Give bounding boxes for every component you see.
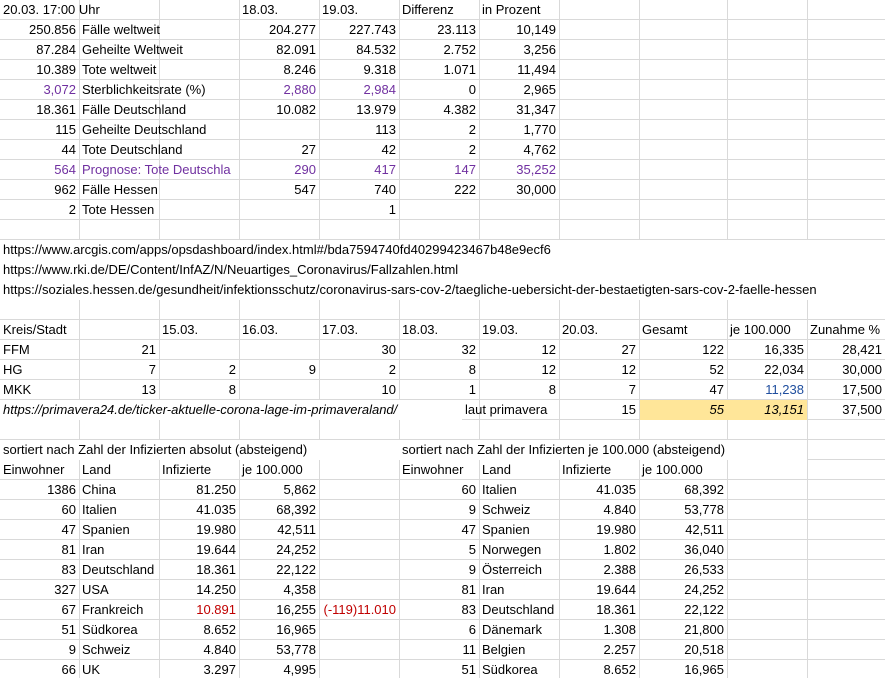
cell-right-einwohner[interactable]: 60 <box>461 482 476 497</box>
cell-stat-label[interactable]: Tote Deutschland <box>82 142 183 157</box>
cell-stat-label[interactable]: Tote weltweit <box>82 62 157 77</box>
cell-right-einwohner[interactable]: 47 <box>461 522 476 537</box>
cell-right-infizierte[interactable]: 2.257 <box>603 642 636 657</box>
cell-stat-diff[interactable]: 147 <box>454 162 476 177</box>
cell-stat-pct[interactable]: 1,770 <box>523 122 556 137</box>
cell-stat-18[interactable]: 204.277 <box>269 22 316 37</box>
cell-right-land[interactable]: Belgien <box>482 642 526 657</box>
cell-stat-18[interactable]: 10.082 <box>276 102 316 117</box>
cell-kreis-20[interactable]: 12 <box>621 362 636 377</box>
cell-primavera-gesamt[interactable]: 55 <box>640 400 727 420</box>
cell-stat-18[interactable]: 27 <box>301 142 316 157</box>
cell-left-je[interactable]: 16,255 <box>276 602 316 617</box>
cell-primavera-20[interactable]: 15 <box>621 402 636 417</box>
cell-right-header[interactable]: je 100.000 <box>642 462 703 477</box>
cell-kreis-16[interactable]: 2 <box>228 362 236 377</box>
cell-left-land[interactable]: Spanien <box>82 522 130 537</box>
cell-stat-19[interactable]: 417 <box>374 162 396 177</box>
cell-stat-19[interactable]: 2,984 <box>363 82 396 97</box>
cell-left-einwohner[interactable]: 67 <box>61 602 76 617</box>
cell-kreis-je[interactable]: 22,034 <box>764 362 804 377</box>
cell-left-je[interactable]: 42,511 <box>277 522 316 537</box>
cell-left-land[interactable]: Schweiz <box>82 642 131 657</box>
link-rki[interactable]: https://www.rki.de/DE/Content/InfAZ/N/Neuartiges_Coronavirus/Fallzahlen.html <box>0 260 885 280</box>
cell-kreis-19[interactable]: 8 <box>548 382 556 397</box>
cell-right-infizierte[interactable]: 4.840 <box>603 502 636 517</box>
cell-stat-pct[interactable]: 10,149 <box>516 22 556 37</box>
cell-stat-value[interactable]: 44 <box>61 142 76 157</box>
cell-kreis-19[interactable]: 12 <box>541 342 556 357</box>
cell-right-je[interactable]: 16,965 <box>684 662 724 677</box>
cell-left-header[interactable]: je 100.000 <box>242 462 303 477</box>
cell-right-header[interactable]: Infizierte <box>562 462 612 477</box>
cell-kreis-17[interactable]: 10 <box>381 382 396 397</box>
cell-stat-value[interactable]: 962 <box>54 182 76 197</box>
cell-kreis-header[interactable]: je 100.000 <box>730 322 791 337</box>
cell-left-infizierte[interactable]: 41.035 <box>196 502 236 517</box>
cell-stat-label[interactable]: Fälle Hessen <box>82 182 158 197</box>
cell-stat-value[interactable]: 2 <box>68 202 76 217</box>
cell-right-infizierte[interactable]: 2.388 <box>603 562 636 577</box>
cell-left-infizierte[interactable]: 8.652 <box>203 622 236 637</box>
cell-right-infizierte[interactable]: 19.644 <box>596 582 636 597</box>
cell-kreis-18[interactable]: 32 <box>461 342 476 357</box>
cell-kreis-header[interactable]: 17.03. <box>322 322 359 337</box>
cell-right-einwohner[interactable]: 11 <box>462 642 476 657</box>
cell-left-je[interactable]: 24,252 <box>276 542 316 557</box>
cell-stat-label[interactable]: Fälle Deutschland <box>82 102 187 117</box>
cell-kreis-zunahme[interactable]: 28,421 <box>842 342 882 357</box>
cell-left-je[interactable]: 4,358 <box>283 582 316 597</box>
cell-left-je[interactable]: 4,995 <box>283 662 316 677</box>
cell-stat-value[interactable]: 18.361 <box>36 102 76 117</box>
cell-stat-label[interactable]: Fälle weltweit <box>82 22 161 37</box>
cell-left-infizierte[interactable]: 19.980 <box>196 522 236 537</box>
cell-left-land[interactable]: Deutschland <box>82 562 155 577</box>
cell-right-land[interactable]: Südkorea <box>482 662 538 677</box>
cell-kreis-17[interactable]: 2 <box>388 362 396 377</box>
cell-right-je[interactable]: 24,252 <box>684 582 724 597</box>
cell-right-land[interactable]: Iran <box>482 582 505 597</box>
cell-stat-diff[interactable]: 2.752 <box>443 42 476 57</box>
cell-right-je[interactable]: 68,392 <box>684 482 724 497</box>
cell-kreis-je[interactable]: 11,238 <box>765 382 804 397</box>
cell-kreis-gesamt[interactable]: 52 <box>709 362 724 377</box>
cell-kreis-name[interactable]: HG <box>3 362 23 377</box>
cell-stat-19[interactable]: 227.743 <box>349 22 396 37</box>
cell-right-land[interactable]: Schweiz <box>482 502 531 517</box>
cell-left-einwohner[interactable]: 47 <box>61 522 76 537</box>
cell-kreis-header[interactable]: 19.03. <box>482 322 519 337</box>
cell-right-je[interactable]: 21,800 <box>684 622 724 637</box>
cell-stat-diff[interactable]: 23.113 <box>437 22 476 37</box>
cell-stat-19[interactable]: 740 <box>374 182 396 197</box>
cell-left-land[interactable]: Italien <box>82 502 117 517</box>
cell-left-land[interactable]: Iran <box>82 542 105 557</box>
cell-kreis-name[interactable]: FFM <box>3 342 30 357</box>
right-table-title[interactable]: sortiert nach Zahl der Infizierten je 100.000 (absteigend) <box>399 440 807 460</box>
cell-left-note[interactable]: (-119)11.010 <box>323 602 396 617</box>
cell-right-infizierte[interactable]: 18.361 <box>596 602 636 617</box>
cell-stat-label[interactable]: Geheilte Deutschland <box>82 122 207 137</box>
cell-kreis-20[interactable]: 7 <box>628 382 636 397</box>
cell-stat-18[interactable]: 547 <box>294 182 316 197</box>
cell-right-header[interactable]: Einwohner <box>402 462 464 477</box>
cell-kreis-header[interactable]: Kreis/Stadt <box>3 322 67 337</box>
cell-kreis-16b[interactable]: 9 <box>308 362 316 377</box>
cell-stat-19[interactable]: 113 <box>375 122 396 137</box>
cell-header-18[interactable]: 18.03. <box>242 2 279 17</box>
cell-right-einwohner[interactable]: 6 <box>468 622 476 637</box>
cell-kreis-19[interactable]: 12 <box>541 362 556 377</box>
cell-left-header[interactable]: Land <box>82 462 111 477</box>
cell-stat-diff[interactable]: 2 <box>468 142 476 157</box>
cell-right-einwohner[interactable]: 83 <box>461 602 476 617</box>
cell-left-header[interactable]: Einwohner <box>3 462 65 477</box>
cell-date-time[interactable]: 20.03. 17:00 Uhr <box>3 2 100 17</box>
cell-stat-label[interactable]: Geheilte Weltweit <box>82 42 183 57</box>
cell-stat-diff[interactable]: 222 <box>454 182 476 197</box>
cell-primavera-zunahme[interactable]: 37,500 <box>842 402 882 417</box>
cell-stat-pct[interactable]: 3,256 <box>523 42 556 57</box>
link-primavera[interactable]: https://primavera24.de/ticker-aktuelle-corona-lage-im-primaveraland/ <box>0 400 462 420</box>
cell-stat-diff[interactable]: 0 <box>468 82 476 97</box>
cell-stat-19[interactable]: 13.979 <box>356 102 396 117</box>
cell-left-einwohner[interactable]: 66 <box>61 662 76 677</box>
cell-right-je[interactable]: 53,778 <box>684 502 724 517</box>
cell-left-land[interactable]: Frankreich <box>82 602 144 617</box>
cell-header-19[interactable]: 19.03. <box>322 2 359 17</box>
cell-left-je[interactable]: 16,965 <box>276 622 316 637</box>
cell-right-infizierte[interactable]: 19.980 <box>596 522 636 537</box>
cell-header-prozent[interactable]: in Prozent <box>482 2 541 17</box>
cell-stat-value[interactable]: 115 <box>55 122 76 137</box>
cell-kreis-18[interactable]: 8 <box>468 362 476 377</box>
cell-left-einwohner[interactable]: 81 <box>61 542 76 557</box>
cell-kreis-zunahme[interactable]: 30,000 <box>842 362 882 377</box>
cell-stat-pct[interactable]: 4,762 <box>523 142 556 157</box>
cell-kreis-16[interactable]: 8 <box>228 382 236 397</box>
cell-right-einwohner[interactable]: 51 <box>461 662 476 677</box>
cell-kreis-header[interactable]: 16.03. <box>242 322 279 337</box>
cell-stat-19[interactable]: 9.318 <box>363 62 396 77</box>
cell-left-einwohner[interactable]: 51 <box>61 622 76 637</box>
cell-right-einwohner[interactable]: 81 <box>461 582 476 597</box>
cell-kreis-header[interactable]: 20.03. <box>562 322 599 337</box>
cell-left-infizierte[interactable]: 3.297 <box>203 662 236 677</box>
cell-stat-pct[interactable]: 2,965 <box>523 82 556 97</box>
cell-left-land[interactable]: USA <box>82 582 109 597</box>
cell-right-je[interactable]: 26,533 <box>684 562 724 577</box>
cell-stat-diff[interactable]: 4.382 <box>443 102 476 117</box>
cell-left-je[interactable]: 5,862 <box>283 482 316 497</box>
cell-stat-label[interactable]: Sterblichkeitsrate (%) <box>82 82 206 97</box>
cell-header-differenz[interactable]: Differenz <box>402 2 454 17</box>
cell-stat-18[interactable]: 8.246 <box>283 62 316 77</box>
cell-left-einwohner[interactable]: 327 <box>54 582 76 597</box>
cell-right-land[interactable]: Österreich <box>482 562 542 577</box>
link-arcgis[interactable]: https://www.arcgis.com/apps/opsdashboard/index.html#/bda7594740fd40299423467b48e9ecf6 <box>0 240 885 260</box>
cell-left-je[interactable]: 22,122 <box>276 562 316 577</box>
cell-right-infizierte[interactable]: 1.802 <box>603 542 636 557</box>
cell-kreis-header[interactable]: 18.03. <box>402 322 439 337</box>
cell-left-einwohner[interactable]: 60 <box>61 502 76 517</box>
cell-left-je[interactable]: 68,392 <box>276 502 316 517</box>
cell-right-einwohner[interactable]: 9 <box>468 502 476 517</box>
cell-right-je[interactable]: 22,122 <box>684 602 724 617</box>
cell-right-je[interactable]: 20,518 <box>684 642 724 657</box>
cell-kreis-header[interactable]: 15.03. <box>162 322 199 337</box>
left-table-title[interactable]: sortiert nach Zahl der Infizierten absolut (absteigend) <box>0 440 399 460</box>
cell-stat-label[interactable]: Tote Hessen <box>82 202 155 217</box>
cell-left-einwohner[interactable]: 83 <box>61 562 76 577</box>
cell-stat-value[interactable]: 564 <box>54 162 76 177</box>
cell-right-infizierte[interactable]: 1.308 <box>603 622 636 637</box>
cell-right-header[interactable]: Land <box>482 462 511 477</box>
cell-left-infizierte[interactable]: 10.891 <box>196 602 236 617</box>
cell-kreis-15[interactable]: 13 <box>141 382 156 397</box>
cell-right-land[interactable]: Dänemark <box>482 622 542 637</box>
cell-kreis-zunahme[interactable]: 17,500 <box>842 382 882 397</box>
cell-right-je[interactable]: 36,040 <box>684 542 724 557</box>
cell-stat-pct[interactable]: 30,000 <box>516 182 556 197</box>
cell-stat-diff[interactable]: 2 <box>468 122 476 137</box>
cell-right-einwohner[interactable]: 9 <box>468 562 476 577</box>
cell-left-einwohner[interactable]: 1386 <box>47 482 76 497</box>
cell-left-infizierte[interactable]: 14.250 <box>196 582 236 597</box>
cell-right-infizierte[interactable]: 8.652 <box>603 662 636 677</box>
cell-stat-value[interactable]: 250.856 <box>29 22 76 37</box>
cell-left-header[interactable]: Infizierte <box>162 462 212 477</box>
cell-left-infizierte[interactable]: 18.361 <box>196 562 236 577</box>
cell-left-land[interactable]: China <box>82 482 116 497</box>
cell-left-land[interactable]: Südkorea <box>82 622 138 637</box>
cell-kreis-15[interactable]: 7 <box>148 362 156 377</box>
cell-right-land[interactable]: Deutschland <box>482 602 555 617</box>
cell-stat-pct[interactable]: 31,347 <box>516 102 556 117</box>
cell-kreis-header[interactable]: Zunahme % <box>810 322 881 337</box>
cell-kreis-15[interactable]: 21 <box>141 342 156 357</box>
cell-kreis-header[interactable]: Gesamt <box>642 322 688 337</box>
cell-stat-label[interactable]: Prognose: Tote Deutschla <box>82 162 231 177</box>
cell-stat-19[interactable]: 42 <box>381 142 396 157</box>
cell-kreis-20[interactable]: 27 <box>621 342 636 357</box>
cell-stat-pct[interactable]: 35,252 <box>516 162 556 177</box>
cell-left-einwohner[interactable]: 9 <box>68 642 76 657</box>
cell-left-land[interactable]: UK <box>82 662 101 677</box>
cell-kreis-17[interactable]: 30 <box>381 342 396 357</box>
cell-stat-value[interactable]: 10.389 <box>36 62 76 77</box>
cell-stat-18[interactable] <box>239 120 319 140</box>
cell-stat-pct[interactable]: 11,494 <box>517 62 556 77</box>
cell-right-land[interactable]: Italien <box>482 482 517 497</box>
cell-stat-value[interactable]: 3,072 <box>43 82 76 97</box>
cell-right-je[interactable]: 42,511 <box>685 522 724 537</box>
cell-left-infizierte[interactable]: 81.250 <box>196 482 236 497</box>
link-hessen[interactable]: https://soziales.hessen.de/gesundheit/infektionsschutz/coronavirus-sars-cov-2/taegliche-uebersicht-der-bestaetigten-sars-cov-2-faelle-hessen <box>0 280 885 300</box>
cell-primavera-note[interactable]: laut primavera <box>465 402 548 417</box>
cell-right-land[interactable]: Spanien <box>482 522 530 537</box>
cell-kreis-name[interactable]: MKK <box>3 382 32 397</box>
cell-stat-19[interactable]: 84.532 <box>356 42 396 57</box>
cell-left-infizierte[interactable]: 4.840 <box>203 642 236 657</box>
cell-kreis-gesamt[interactable]: 122 <box>702 342 724 357</box>
cell-kreis-je[interactable]: 16,335 <box>764 342 804 357</box>
cell-left-infizierte[interactable]: 19.644 <box>196 542 236 557</box>
cell-right-einwohner[interactable]: 5 <box>468 542 476 557</box>
cell-right-land[interactable]: Norwegen <box>482 542 542 557</box>
cell-stat-18[interactable]: 2,880 <box>283 82 316 97</box>
cell-left-je[interactable]: 53,778 <box>276 642 316 657</box>
cell-stat-diff[interactable]: 1.071 <box>443 62 476 77</box>
cell-kreis-gesamt[interactable]: 47 <box>709 382 724 397</box>
cell-stat-18[interactable]: 290 <box>294 162 316 177</box>
cell-right-infizierte[interactable]: 41.035 <box>596 482 636 497</box>
cell-stat-18[interactable]: 82.091 <box>276 42 316 57</box>
cell-stat-value[interactable]: 87.284 <box>36 42 76 57</box>
cell-kreis-18[interactable]: 1 <box>468 382 476 397</box>
cell-primavera-je[interactable]: 13,151 <box>727 400 807 420</box>
cell-stat-19[interactable]: 1 <box>388 202 396 217</box>
